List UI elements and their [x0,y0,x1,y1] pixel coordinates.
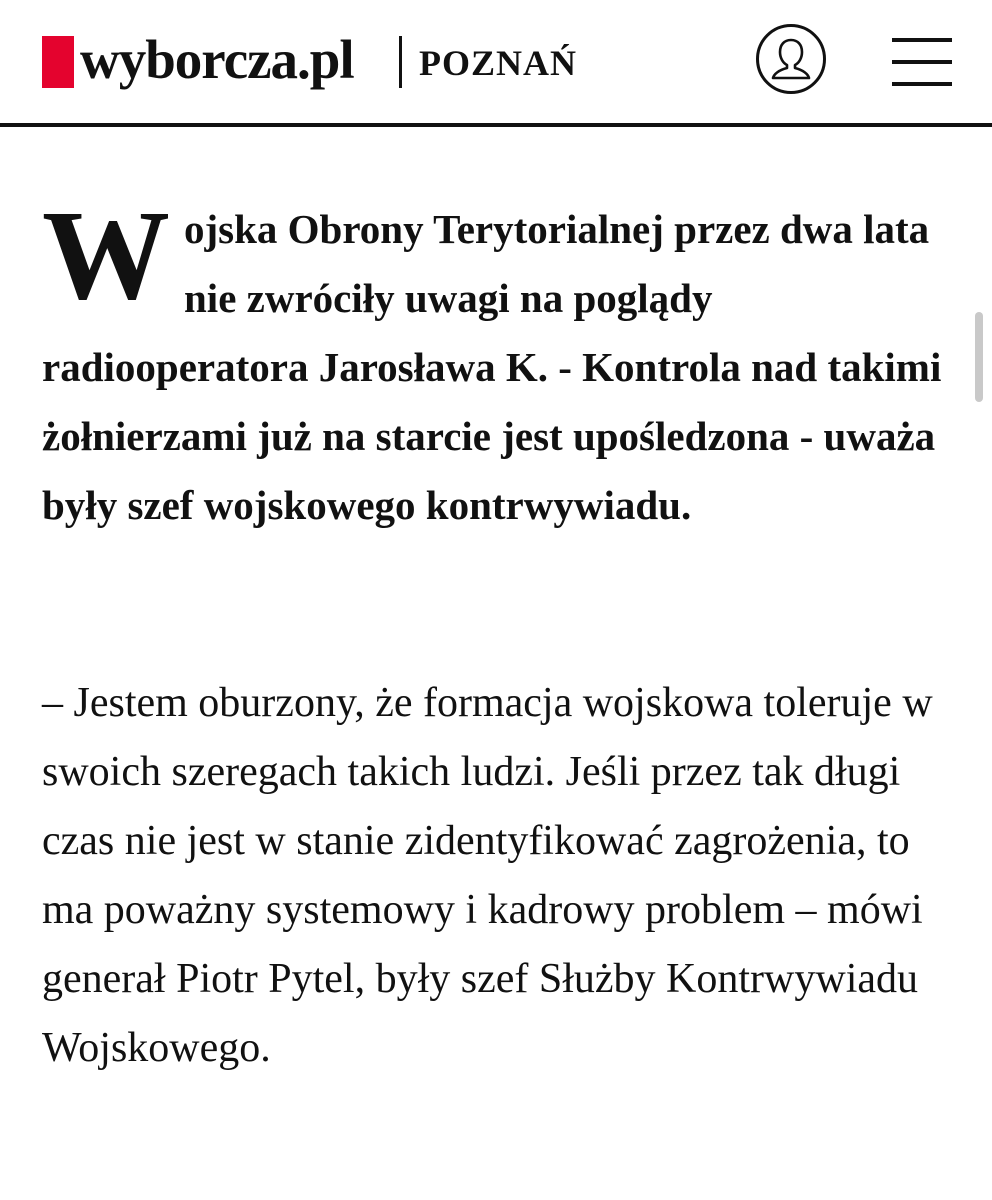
logo-text: wyborcza.pl [80,28,354,90]
scrollbar[interactable] [975,312,983,402]
article-body [42,184,954,1071]
hamburger-menu-icon [892,38,952,42]
site-logo[interactable] [42,28,354,90]
article-lead-text: ojska Obrony Terytorialnej przez dwa lata nie zwróciły uwagi na poglądy radiooperatora Jarosława K. - Kontrola nad takimi żołnierzami już na starcie jest upośledzona - uważa były szef wojskowego kontrwywiadu. [42,206,942,528]
user-icon [769,36,813,82]
header-divider [399,36,402,88]
article-paragraph: – Jestem oburzony, że formacja wojskowa toleruje w swoich szeregach takich ludzi. Jeśli przez tak długi czas nie jest w stanie zidentyfikować zagrożenia, to ma poważny systemowy i kadrowy problem – mówi generał Piotr Pytel, były szef Służby Kontrwywiadu Wojskowego. [42,680,933,1071]
drop-cap: W [42,184,170,326]
site-header [0,0,992,123]
hamburger-menu-icon-line [892,82,952,86]
section-label[interactable]: POZNAŃ [419,43,577,83]
article-lead [42,184,954,540]
logo-red-mark [42,36,74,88]
hamburger-menu-button[interactable] [892,38,952,88]
user-account-button[interactable] [756,24,826,94]
header-rule [0,123,992,127]
hamburger-menu-icon-line [892,60,952,64]
